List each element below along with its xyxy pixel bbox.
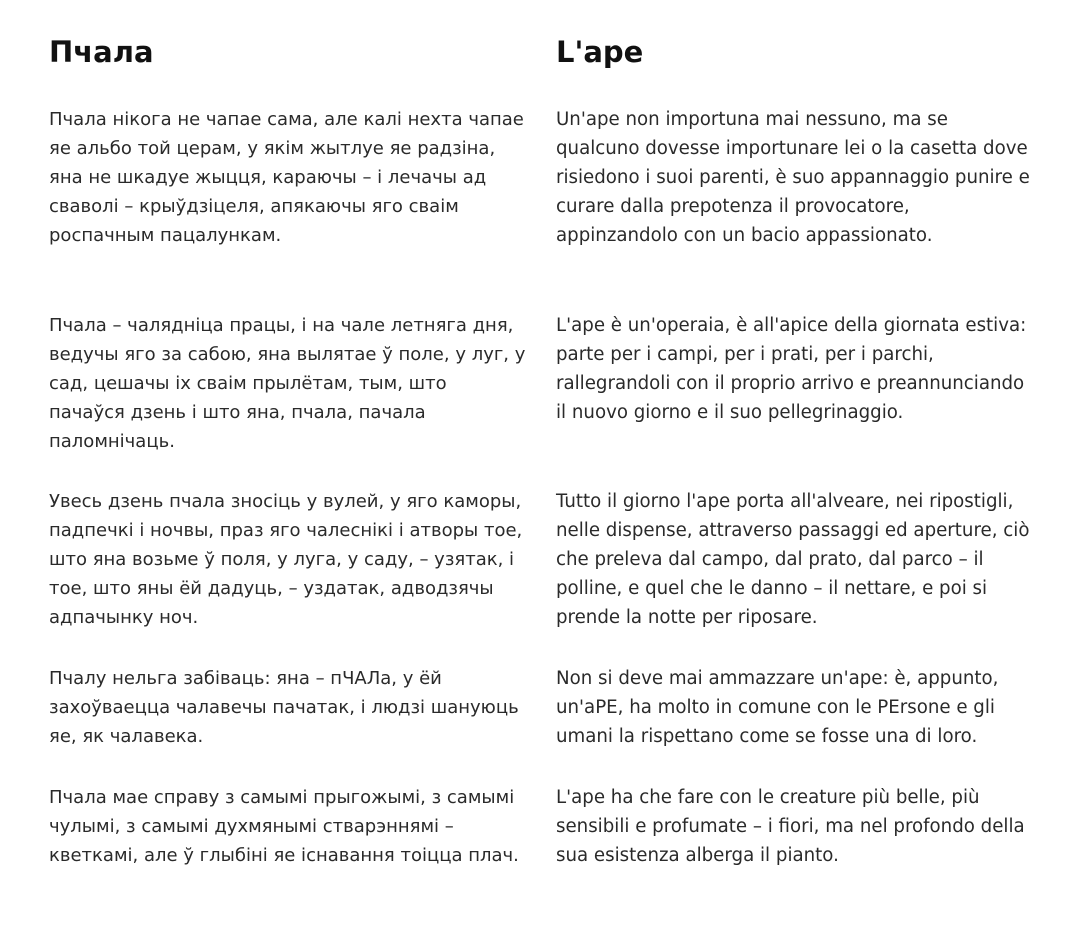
belarusian-paragraph-2: Пчала – чалядніца працы, і на чале летняга дня, ведучы яго за сабою, яна вылятае ў поле, у луг, у сад, цешачы іх сваім прылётам, тым, што пачаўся дзень і што яна, пчала, пачала паломнічаць. [49,315,526,452]
belarusian-paragraph-3: Увесь дзень пчала зносіць у вулей, у яго каморы, падпечкі і ночвы, праз яго чалеснікі і атворы тое, што яна возьме ў поля, у луга, у саду, – узятак, і тое, што яны ёй дадуць, – уздатак, адводзячы адпачынку ноч. [49,491,523,628]
belarusian-paragraph-1: Пчала нікога не чапае сама, але калі нехта чапае яе альбо той церам, у якім жытлуе яе радзіна, яна не шкадуе жыцця, караючы – і лечачы ад сваволі – крыўдзіцеля, апякаючы яго сваім роспачным пацалункам. [49,109,524,246]
belarusian-paragraph-4: Пчалу нельга забіваць: яна – пЧАЛа, у ёй захоўваецца чалавечы пачатак, і людзі шануюць яе, як чалавека. [49,668,519,747]
italian-paragraph-4: Non si deve mai ammazzare un'ape: è, appunto, un'aPE, ha molto in comune con le PErsone e gli umani la rispettano come se fosse una di loro. [556,668,999,747]
belarusian-paragraph-5: Пчала мае справу з самымі прыгожымі, з самымі чулымі, з самымі духмянымі стварэннямі – кветкамі, але ў глыбіні яе існавання тоіцца плач. [49,787,519,866]
italian-paragraph-3: Tutto il giorno l'ape porta all'alveare, nei ripostigli, nelle dispense, attraverso passaggi ed aperture, ciò che preleva dal campo, dal prato, dal parco – il polline, e quel che le danno – il nettare, e poi si prende la notte per riposare. [556,491,1030,628]
italian-title: L'ape [556,35,644,69]
italian-paragraph-5: L'ape ha che fare con le creature più belle, più sensibili e profumate – i fiori, ma nel profondo della sua esistenza alberga il pianto. [556,787,1025,866]
italian-paragraph-2: L'ape è un'operaia, è all'apice della giornata estiva: parte per i campi, per i prati, per i parchi, rallegrandoli con il proprio arrivo e preannunciando il nuovo giorno e il suo pellegrinaggio. [556,315,1027,423]
belarusian-title: Пчала [49,35,154,69]
italian-paragraph-1: Un'ape non importuna mai nessuno, ma se qualcuno dovesse importunare lei o la casetta dove risiedono i suoi parenti, è suo appannaggio punire e curare dalla prepotenza il provocatore, appinzandolo con un bacio appassionato. [556,109,1030,246]
